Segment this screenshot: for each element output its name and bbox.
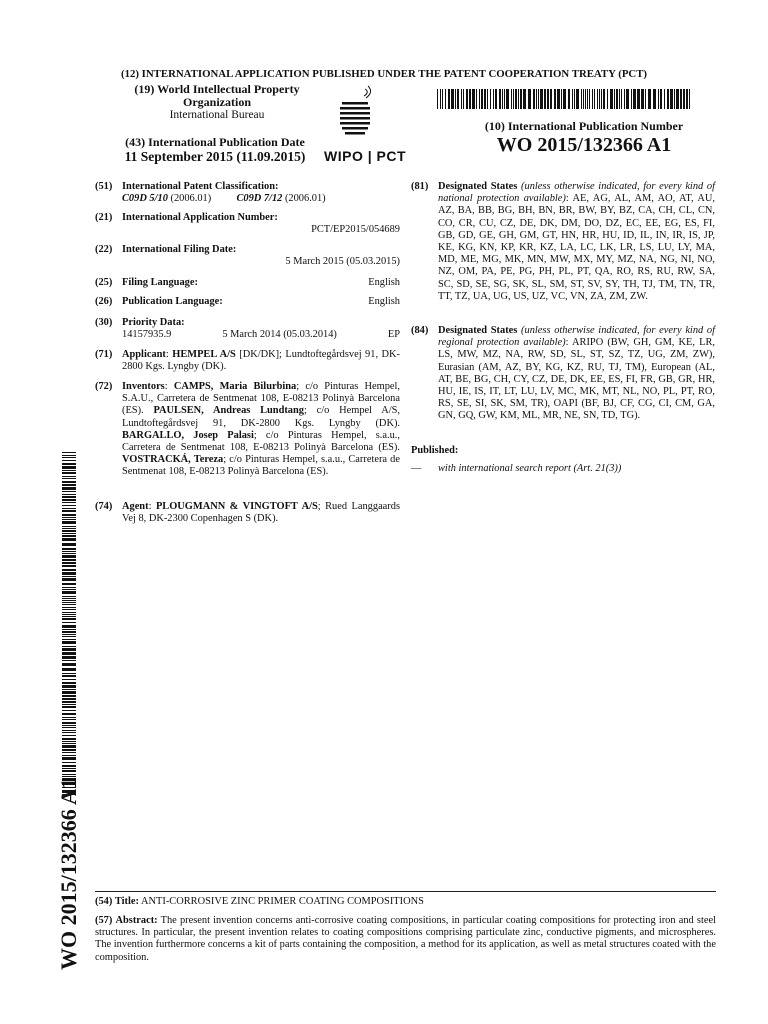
filing-date: 5 March 2015 (05.03.2015) bbox=[285, 256, 400, 268]
published-block: Published: — with international search report (Art. 21(3)) bbox=[411, 445, 622, 475]
regional-states: : ARIPO (BW, GH, GM, KE, LR, LS, MW, MZ, NA, RW, SD, SL, ST, SZ, TZ, UG, ZM, ZW), Eurasian (AM, AZ, BY, KG, KZ, RU, TJ, TM), European (AL, AT, BE, BG, CH, CY, CZ, DE, DK, EE, ES, FI, FR, GB, GR, HR, HU, IE, IS, IT, LT, LU, LV, MC, MK, MT, NL, NO, PL, PT, RO, RS, SE, SI, SK, SM, TR), OAPI (BF, BJ, CF, CG, CI, CM, GA, GN, GQ, GW, KM, ML, MR, NE, SN, TD, TG). bbox=[438, 337, 716, 422]
application-number: PCT/EP2015/054689 bbox=[311, 224, 400, 236]
pub-number-block bbox=[464, 119, 704, 157]
wipo-org-block bbox=[112, 83, 322, 122]
barcode-top-icon bbox=[437, 89, 691, 109]
invention-title: ANTI-CORROSIVE ZINC PRIMER COATING COMPOSITIONS bbox=[141, 896, 424, 907]
abstract-block: (57) Abstract: The present invention concerns anti-corrosive coating compositions, in particular coating compositions for protecting iron and steel structures. In particular, the present invention relates to coating compositions comprising particulate zinc, conductive pigments, and microspheres. The invention furthermore concerns a kit of parts containing the composition, a method for its application, as well as metal structures coated with the composition. bbox=[95, 915, 716, 963]
inventor-2: PAULSEN, Andreas Lundtang bbox=[153, 405, 304, 417]
inventor-4: VOSTRACKÁ, Tereza bbox=[122, 454, 224, 466]
field-26: (26) Publication Language: English bbox=[95, 296, 400, 307]
published-label: Published: bbox=[411, 445, 459, 456]
field-51: (51) International Patent Classification: C09D 5/10 (2006.01) C09D 7/12 (2006.01) bbox=[95, 181, 326, 205]
field-22: (22) International Filing Date: 5 March 2015 (05.03.2015) bbox=[95, 244, 400, 268]
priority-country: EP bbox=[387, 329, 400, 341]
field-21: (21) International Application Number: PCT/EP2015/054689 bbox=[95, 212, 400, 236]
pub-date: 11 September 2015 (11.09.2015) bbox=[124, 149, 306, 164]
inventor-1: CAMPS, Maria Bilurbina bbox=[173, 381, 297, 392]
wipo-logo-icon bbox=[330, 82, 380, 148]
barcode-side-icon bbox=[62, 452, 76, 797]
pct-heading: (12) INTERNATIONAL APPLICATION PUBLISHED UNDER THE PATENT COOPERATION TREATY (PCT) bbox=[121, 68, 648, 80]
abstract-text: The present invention concerns anti-corrosive coating compositions, in particular coating compositions for protecting iron and steel structures. In particular, the present invention relates to coating compositions comprising particulate zinc, conductive pigments, and microspheres. The invention furthermore concerns a kit of parts containing the composition, a method for its application, as well as metal structures coated with the composition. bbox=[95, 915, 716, 963]
pub-number-label: (10) International Publication Number bbox=[484, 119, 684, 133]
national-states: : AE, AG, AL, AM, AO, AT, AU, AZ, BA, BB, BG, BH, BN, BR, BW, BY, BZ, CA, CH, CL, CN, CO, CR, CU, CZ, DE, DK, DM, DO, DZ, EC, EE, EG, ES, FI, GB, GD, GE, GH, GM, GT, HN, HR, HU, ID, IL, IN, IR, IS, JP, KE, KG, KN, KP, KR, KZ, LA, LC, LK, LR, LS, LU, LY, MA, MD, ME, MG, MK, MN, MW, MX, MY, MZ, NA, NG, NI, NO, NZ, OM, PA, PE, PG, PH, PL, PT, QA, RO, RS, RU, RW, SA, SC, SD, SE, SG, SK, SL, SM, ST, SV, SY, TH, TJ, TM, TN, TR, TT, TZ, UA, UG, US, UZ, VC, VN, ZA, ZM, ZW. bbox=[438, 193, 715, 302]
ipc-class-1: C09D 5/10 bbox=[122, 193, 168, 205]
priority-date: 5 March 2014 (05.03.2014) bbox=[222, 329, 337, 341]
field-30: (30) Priority Data: 14157935.9 5 March 2014 (05.03.2014) EP bbox=[95, 317, 400, 341]
field-72: (72) Inventors: CAMPS, Maria Bilurbina; c/o Pinturas Hempel, S.A.U., Carretera de Sentmenat 108, E-08213 Polinyà Barcelona (ES). PAULSEN, Andreas Lundtang; c/o Hempel A/S, Lundtoftegårdsvej 91, DK-2800 Kgs. Lyngby (DK). BARGALLO, Josep Palasi; c/o Pinturas Hempel, s.a.u., Carretera de Sentmenat 108, E-08213 Polinyà Barcelona (ES). VOSTRACKÁ, Tereza; c/o Pinturas Hempel, s.a.u., Carretera de Sentmenat 108, E-08213 Polinyà Barcelona (ES). bbox=[95, 381, 401, 478]
publication-language: English bbox=[368, 296, 400, 307]
field-81: (81) Designated States (unless otherwise indicated, for every kind of national protection available): AE, AG, AL, AM, AO, AT, AU, AZ, BA, BB, BG, BH, BN, BR, BW, BY, BZ, CA, CH, CL, CN, CO, CR, CU, CZ, DE, DK, DM, DO, DZ, EC, EE, EG, ES, FI, GB, GD, GE, GH, GM, GT, HN, HR, HU, ID, IL, IN, IR, IS, JP, KE, KG, KN, KP, KR, KZ, LA, LC, LK, LR, LS, LU, LY, MA, MD, ME, MG, MK, MN, MW, MX, MY, MZ, NA, NG, NI, NO, NZ, OM, PA, PE, PG, PH, PL, PT, QA, RO, RS, RU, RW, SA, SC, SD, SE, SG, SK, SL, SM, ST, SV, SY, TH, TJ, TM, TN, TR, TT, TZ, UA, UG, US, UZ, VC, VN, ZA, ZM, ZW. bbox=[411, 181, 715, 302]
ipc-label: International Patent Classification bbox=[122, 181, 275, 192]
field-25: (25) Filing Language: English bbox=[95, 277, 400, 288]
wipo-logo-text: WIPO | PCT bbox=[324, 148, 407, 164]
field-84: (84) Designated States (unless otherwise indicated, for every kind of regional protection available): ARIPO (BW, GH, GM, KE, LR, LS, MW, MZ, NA, RW, SD, SL, ST, SZ, TZ, UG, ZM, ZW), Eurasian (AM, AZ, BY, KG, KZ, RU, TJ, TM), European (AL, AT, BE, BG, CH, CY, CZ, DE, DK, EE, ES, FI, FR, GB, GR, HR, HU, IE, IS, IT, LT, LU, LV, MC, MK, MT, NL, NO, PL, PT, RO, RS, SE, SI, SK, SM, TR), OAPI (BF, BJ, CF, CG, CI, CM, GA, GN, GQ, GW, KM, ML, MR, NE, SN, TD, TG). bbox=[411, 325, 716, 422]
ipc-class-2: C09D 7/12 bbox=[236, 193, 283, 205]
vertical-pub-number: WO 2015/132366 A1 bbox=[56, 778, 81, 970]
pub-date-block bbox=[110, 135, 320, 165]
bureau: International Bureau bbox=[169, 109, 265, 121]
title-block: (54) Title: ANTI-CORROSIVE ZINC PRIMER COATING COMPOSITIONS bbox=[95, 896, 424, 907]
applicant-name: HEMPEL A/S bbox=[172, 349, 236, 360]
published-item: with international search report (Art. 21(3)) bbox=[438, 463, 622, 475]
inventor-3: BARGALLO, Josep Palasi bbox=[122, 429, 254, 441]
priority-app: 14157935.9 bbox=[122, 329, 172, 341]
wipo-org-line2: Organization bbox=[183, 95, 251, 109]
wipo-org-line1: (19) World Intellectual Property bbox=[134, 82, 300, 96]
agent-name: PLOUGMANN & VINGTOFT A/S bbox=[155, 501, 318, 512]
field-74: (74) Agent: PLOUGMANN & VINGTOFT A/S; Rued Langgaards Vej 8, DK-2300 Copenhagen S (DK). bbox=[95, 501, 400, 525]
pub-date-label: (43) International Publication Date bbox=[125, 135, 305, 149]
pub-number: WO 2015/132366 A1 bbox=[496, 134, 672, 156]
field-71: (71) Applicant: HEMPEL A/S [DK/DK]; Lundtoftegårdsvej 91, DK-2800 Kgs. Lyngby (DK). bbox=[95, 349, 400, 373]
filing-language: English bbox=[368, 277, 400, 288]
divider bbox=[95, 891, 716, 892]
